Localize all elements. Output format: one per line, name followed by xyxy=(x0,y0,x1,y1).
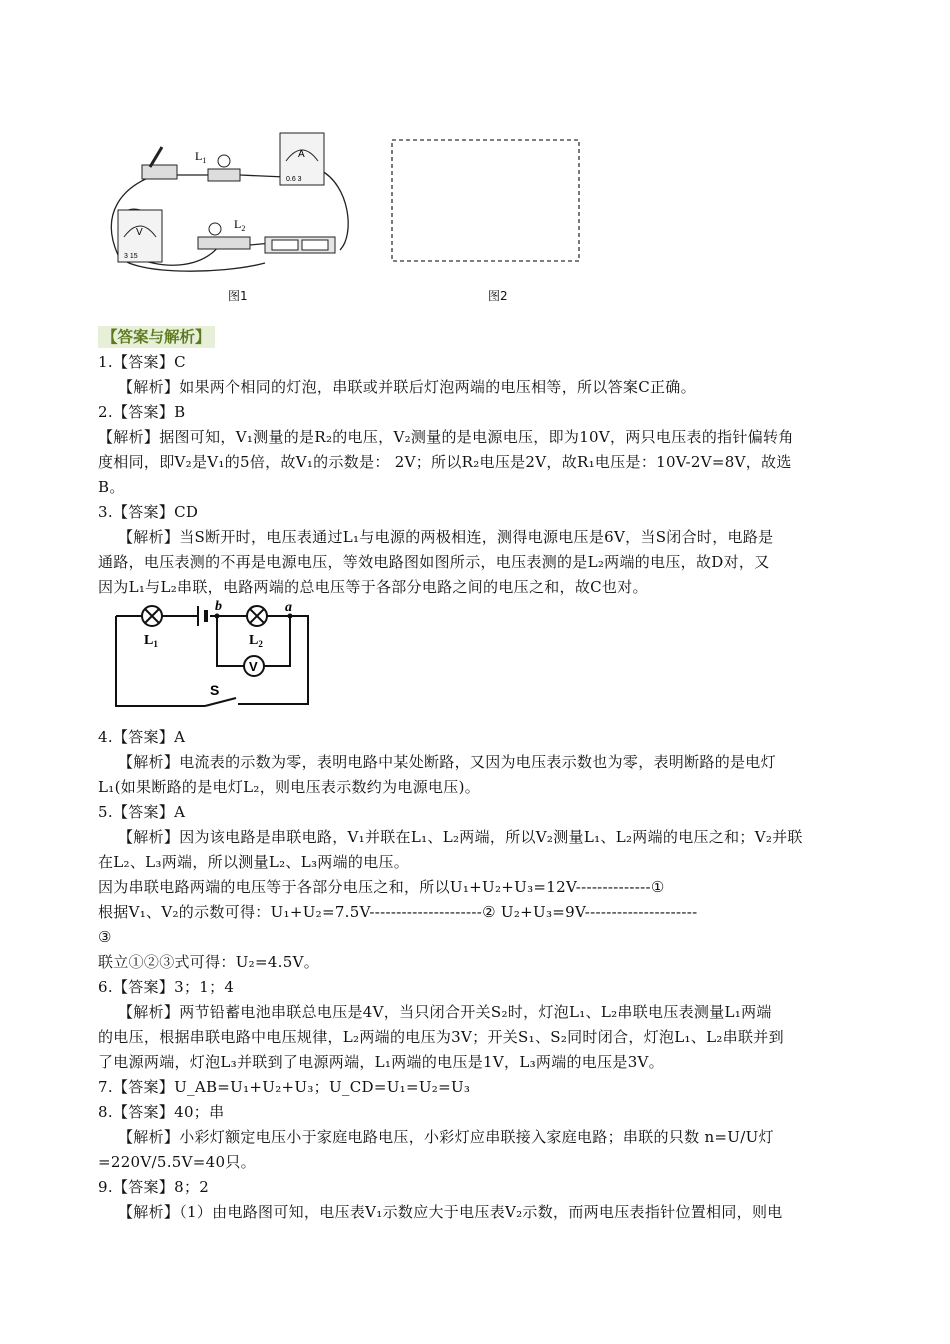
circuit-label-l2: $L_2$ xyxy=(249,633,263,649)
voltmeter-symbol xyxy=(244,656,264,676)
text-line: 在L₂、L₃两端，所以测量L₂、L₃两端的电压。 xyxy=(98,853,410,871)
text-line: 【解析】当S断开时，电压表通过L₁与电源的两极相连，测得电源电压是6V，当S闭合时，电路是 xyxy=(118,528,774,546)
text-line: 了电源两端，灯泡L₃并联到了电源两端，L₁两端的电压是1V，L₃两端的电压是3V。 xyxy=(98,1053,664,1071)
text-line: 联立①②③式可得：U₂=4.5V。 xyxy=(98,953,320,971)
fig1-label-l2: $L_2$ xyxy=(234,217,246,233)
figure-2-caption: 图2 xyxy=(488,289,508,303)
figure-1-circuit-photo xyxy=(100,125,355,280)
text-line: 根据V₁、V₂的示数可得：U₁+U₂=7.5V---------------------② U₂+U₃=9V--------------------- xyxy=(98,903,698,921)
circuit-label-s: S xyxy=(210,682,220,698)
junction-dot xyxy=(215,614,220,619)
text-line: 1.【答案】C xyxy=(98,353,186,371)
fig1-ammeter-label: A xyxy=(298,149,305,160)
battery-symbol xyxy=(198,606,206,626)
lamp-l1-icon xyxy=(208,155,240,181)
text-line: 4.【答案】A xyxy=(98,728,186,746)
lamp-l2-symbol xyxy=(247,606,267,626)
text-line: 7.【答案】U_AB=U₁+U₂+U₃；U_CD=U₁=U₂=U₃ xyxy=(98,1078,471,1096)
text-line: 9.【答案】8；2 xyxy=(98,1178,210,1196)
fig1-label-l1: $L_1$ xyxy=(195,149,207,165)
text-line: 【解析】小彩灯额定电压小于家庭电路电压，小彩灯应串联接入家庭电路；串联的只数 n=U/U灯 xyxy=(118,1128,774,1146)
switch-icon xyxy=(142,147,177,179)
fig1-voltmeter-label: V xyxy=(136,227,143,238)
text-line: 【解析】据图可知，V₁测量的是R₂的电压，V₂测量的是电源电压，即为10V，两只电压表的指针偏转角 xyxy=(98,428,794,446)
text-line: 通路，电压表测的不再是电源电压，等效电路图如图所示，电压表测的是L₂两端的电压，故D对，又 xyxy=(98,553,770,571)
text-line: 度相同，即V₂是V₁的5倍，故V₁的示数是： 2V；所以R₂电压是2V，故R₁电压是：10V-2V=8V，故选 xyxy=(98,453,792,471)
fig1-ammeter-scale: 0.6 3 xyxy=(286,176,302,183)
text-line: 6.【答案】3；1；4 xyxy=(98,978,235,996)
text-line: =220V/5.5V=40只。 xyxy=(98,1153,256,1171)
lamp-l1-symbol xyxy=(142,606,162,626)
section-title: 【答案与解析】 xyxy=(98,326,215,348)
text-line: 【解析】（1）由电路图可知，电压表V₁示数应大于电压表V₂示数，而两电压表指针位置相同，则电 xyxy=(118,1203,783,1221)
figure-2-dashed-box xyxy=(390,138,582,264)
text-line: 【解析】如果两个相同的灯泡，串联或并联后灯泡两端的电压相等，所以答案C正确。 xyxy=(118,378,696,396)
text-line: 【解析】因为该电路是串联电路，V₁并联在L₁、L₂两端，所以V₂测量L₁、L₂两端的电压之和；V₂并联 xyxy=(118,828,803,846)
equivalent-circuit-diagram xyxy=(112,600,317,718)
battery-icon xyxy=(265,237,335,253)
text-line: 8.【答案】40；串 xyxy=(98,1103,225,1121)
text-line: 【解析】电流表的示数为零，表明电路中某处断路，又因为电压表示数也为零，表明断路的是电灯 xyxy=(118,753,776,771)
text-line: 3.【答案】CD xyxy=(98,503,199,521)
text-line: 【解析】两节铅蓄电池串联总电压是4V，当只闭合开关S₂时，灯泡L₁、L₂串联电压表测量L₁两端 xyxy=(118,1003,772,1021)
text-line: 因为串联电路两端的电压等于各部分电压之和，所以U₁+U₂+U₃=12V--------------① xyxy=(98,878,665,896)
text-line: 2.【答案】B xyxy=(98,403,186,421)
figure-1-caption: 图1 xyxy=(228,289,248,303)
text-line: 的电压，根据串联电路中电压规律，L₂两端的电压为3V；开关S₁、S₂同时闭合，灯泡L₁、L₂串联并到 xyxy=(98,1028,784,1046)
circuit-label-l1: $L_1$ xyxy=(144,633,158,649)
text-line: L₁(如果断路的是电灯L₂，则电压表示数约为电源电压)。 xyxy=(98,778,481,796)
svg-text:V: V xyxy=(249,659,258,674)
text-line: 5.【答案】A xyxy=(98,803,186,821)
circuit-label-b: b xyxy=(215,600,222,614)
text-line: 因为L₁与L₂串联，电路两端的总电压等于各部分电路之间的电压之和，故C也对。 xyxy=(98,578,648,596)
circuit-label-a: a xyxy=(285,600,292,615)
text-line: ③ xyxy=(98,928,112,946)
text-line: B。 xyxy=(98,478,125,496)
fig1-voltmeter-scale: 3 15 xyxy=(124,253,138,260)
